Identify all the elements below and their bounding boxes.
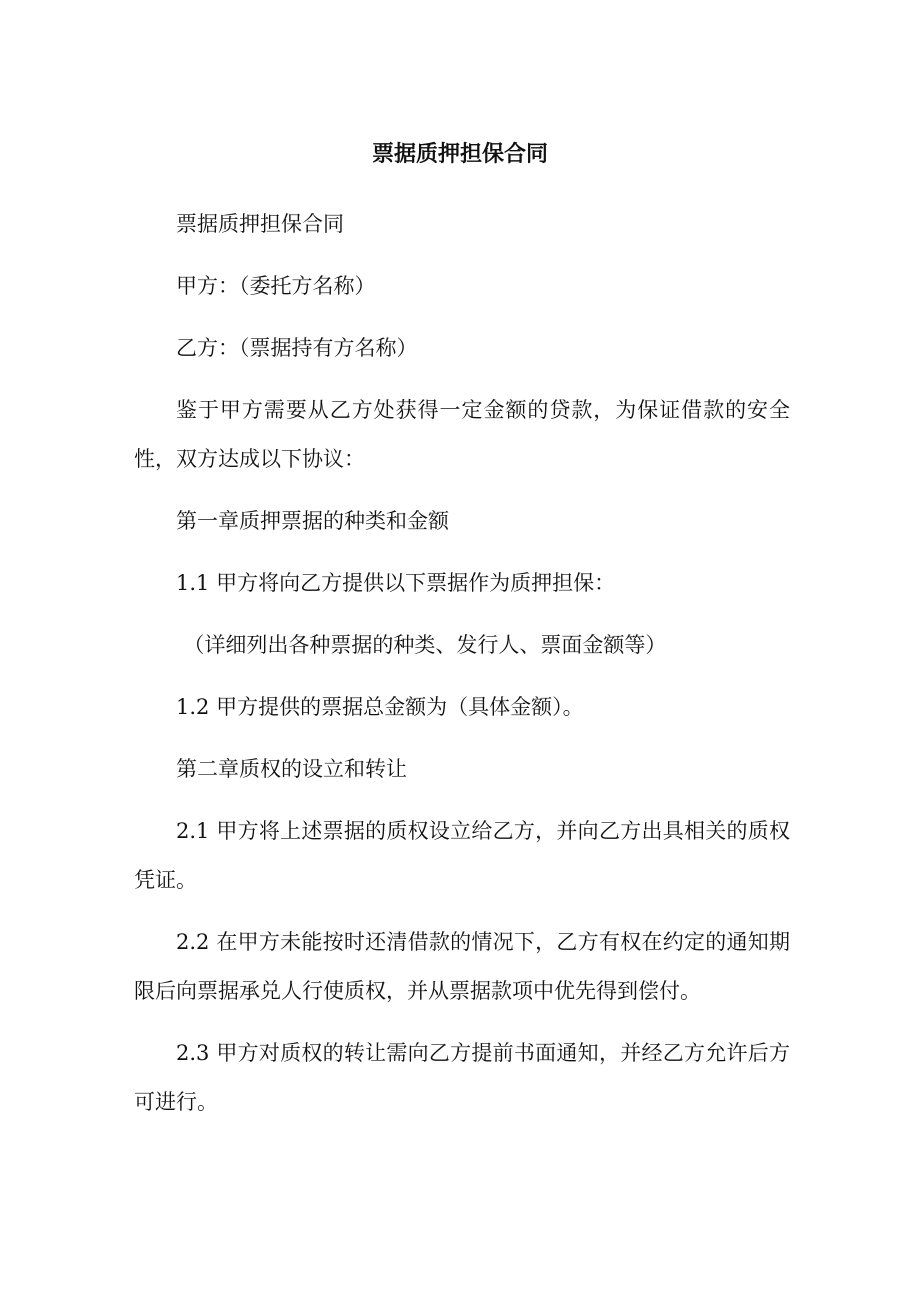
chapter-1-heading: 第一章质押票据的种类和金额	[176, 509, 449, 533]
bill-details-note: （详细列出各种票据的种类、发行人、票面金额等）	[183, 633, 667, 657]
page-title: 票据质押担保合同	[371, 142, 548, 167]
preamble-paragraph: 鉴于甲方需要从乙方处获得一定金额的贷款，为保证借款的安全性，双方达成以下协议：	[134, 398, 790, 471]
clause-2-2: 2.2 在甲方未能按时还清借款的情况下，乙方有权在约定的通知期限后向票据承兑人行使质权，并从票据款项中优先得到偿付。	[134, 930, 790, 1003]
party-b-line: 乙方：（票据持有方名称）	[176, 336, 418, 360]
clause-2-1: 2.1 甲方将上述票据的质权设立给乙方，并向乙方出具相关的质权凭证。	[134, 819, 790, 892]
clause-1-1: 1.1 甲方将向乙方提供以下票据作为质押担保：	[176, 571, 616, 595]
chapter-2-heading: 第二章质权的设立和转让	[176, 757, 407, 781]
party-a-line: 甲方：（委托方名称）	[176, 274, 376, 298]
document-body	[134, 200, 790, 1140]
clause-2-3: 2.3 甲方对质权的转让需向乙方提前书面通知，并经乙方允许后方可进行。	[134, 1041, 790, 1114]
clause-1-2: 1.2 甲方提供的票据总金额为（具体金额）。	[176, 695, 584, 719]
contract-subtitle: 票据质押担保合同	[176, 212, 344, 236]
